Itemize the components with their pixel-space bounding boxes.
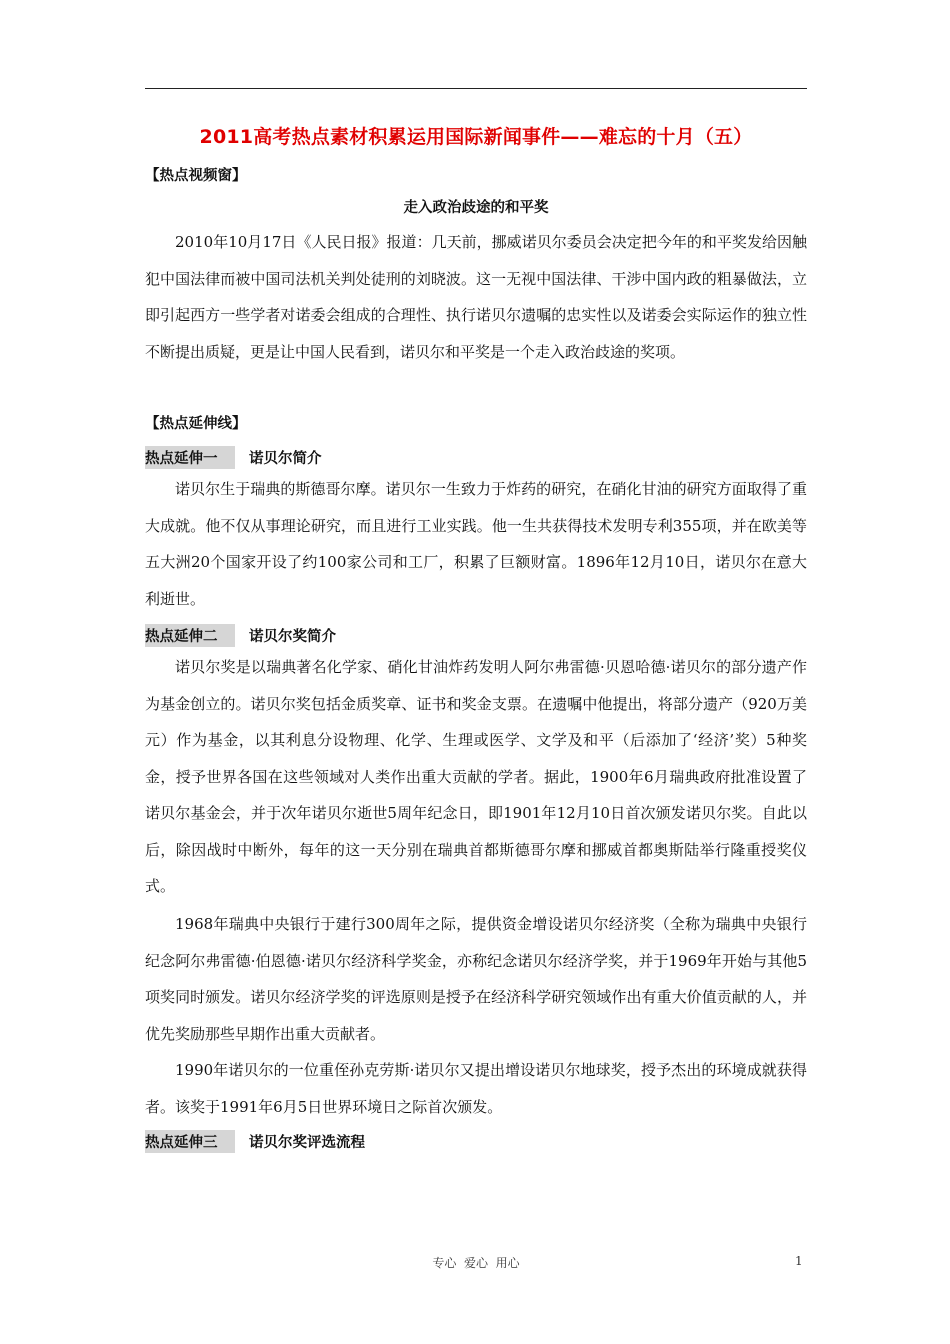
page-number: 1 (795, 1254, 803, 1268)
extension-name: 诺贝尔简介 (249, 451, 322, 467)
extension-label: 热点延伸一 (145, 446, 235, 469)
video-subtitle: 走入政治歧途的和平奖 (403, 200, 549, 216)
footer-motto: 专心 爱心 用心 (432, 1256, 520, 1270)
extension-heading-3 (145, 1130, 365, 1153)
ext2-paragraph-3: 1990年诺贝尔的一位重侄孙克劳斯·诺贝尔又提出增设诺贝尔地球奖，授予杰出的环境成就获得者。该奖于1991年6月5日世界环境日之际首次颁发。 (145, 1061, 807, 1116)
extension-name: 诺贝尔奖简介 (249, 629, 336, 645)
document-title: 2011高考热点素材积累运用国际新闻事件——难忘的十月（五） (199, 126, 753, 148)
extension-label: 热点延伸二 (145, 624, 235, 647)
ext2-paragraph-2: 1968年瑞典中央银行于建行300周年之际，提供资金增设诺贝尔经济奖（全称为瑞典中央银行纪念阿尔弗雷德·伯恩德·诺贝尔经济科学奖金，亦称纪念诺贝尔经济学奖，并于1969年开始与其他5项奖同时颁发。诺贝尔经济学奖的评选原则是授予在经济科学研究领域作出有重大价值贡献的人，并优先奖励那些早期作出重大贡献者。 (145, 915, 807, 1043)
extension-label: 热点延伸三 (145, 1130, 235, 1153)
section-heading-extension: 【热点延伸线】 (145, 416, 247, 432)
extension-name: 诺贝尔奖评选流程 (249, 1135, 365, 1151)
extension-heading-1 (145, 446, 322, 469)
section-heading-video: 【热点视频窗】 (145, 168, 247, 184)
extension-heading-2 (145, 624, 336, 647)
ext2-paragraph-1: 诺贝尔奖是以瑞典著名化学家、硝化甘油炸药发明人阿尔弗雷德·贝恩哈德·诺贝尔的部分遗产作为基金创立的。诺贝尔奖包括金质奖章、证书和奖金支票。在遗嘱中他提出，将部分遗产（920万美元）作为基金，以其利息分设物理、化学、生理或医学、文学及和平（后添加了‘经济’奖）5种奖金，授予世界各国在这些领域对人类作出重大贡献的学者。据此，1900年6月瑞典政府批准设置了诺贝尔基金会，并于次年诺贝尔逝世5周年纪念日，即1901年12月10日首次颁发诺贝尔奖。自此以后，除因战时中断外，每年的这一天分别在瑞典首都斯德哥尔摩和挪威首都奥斯陆举行隆重授奖仪式。 (145, 658, 807, 895)
video-paragraph: 2010年10月17日《人民日报》报道：几天前，挪威诺贝尔委员会决定把今年的和平奖发给因触犯中国法律而被中国司法机关判处徒刑的刘晓波。这一无视中国法律、干涉中国内政的粗暴做法，立即引起西方一些学者对诺委会组成的合理性、执行诺贝尔遗嘱的忠实性以及诺委会实际运作的独立性不断提出质疑，更是让中国人民看到，诺贝尔和平奖是一个走入政治歧途的奖项。 (145, 233, 807, 361)
header-rule (145, 88, 807, 89)
ext1-paragraph: 诺贝尔生于瑞典的斯德哥尔摩。诺贝尔一生致力于炸药的研究，在硝化甘油的研究方面取得了重大成就。他不仅从事理论研究，而且进行工业实践。他一生共获得技术发明专利355项，并在欧美等五大洲20个国家开设了约100家公司和工厂，积累了巨额财富。1896年12月10日，诺贝尔在意大利逝世。 (145, 480, 807, 608)
